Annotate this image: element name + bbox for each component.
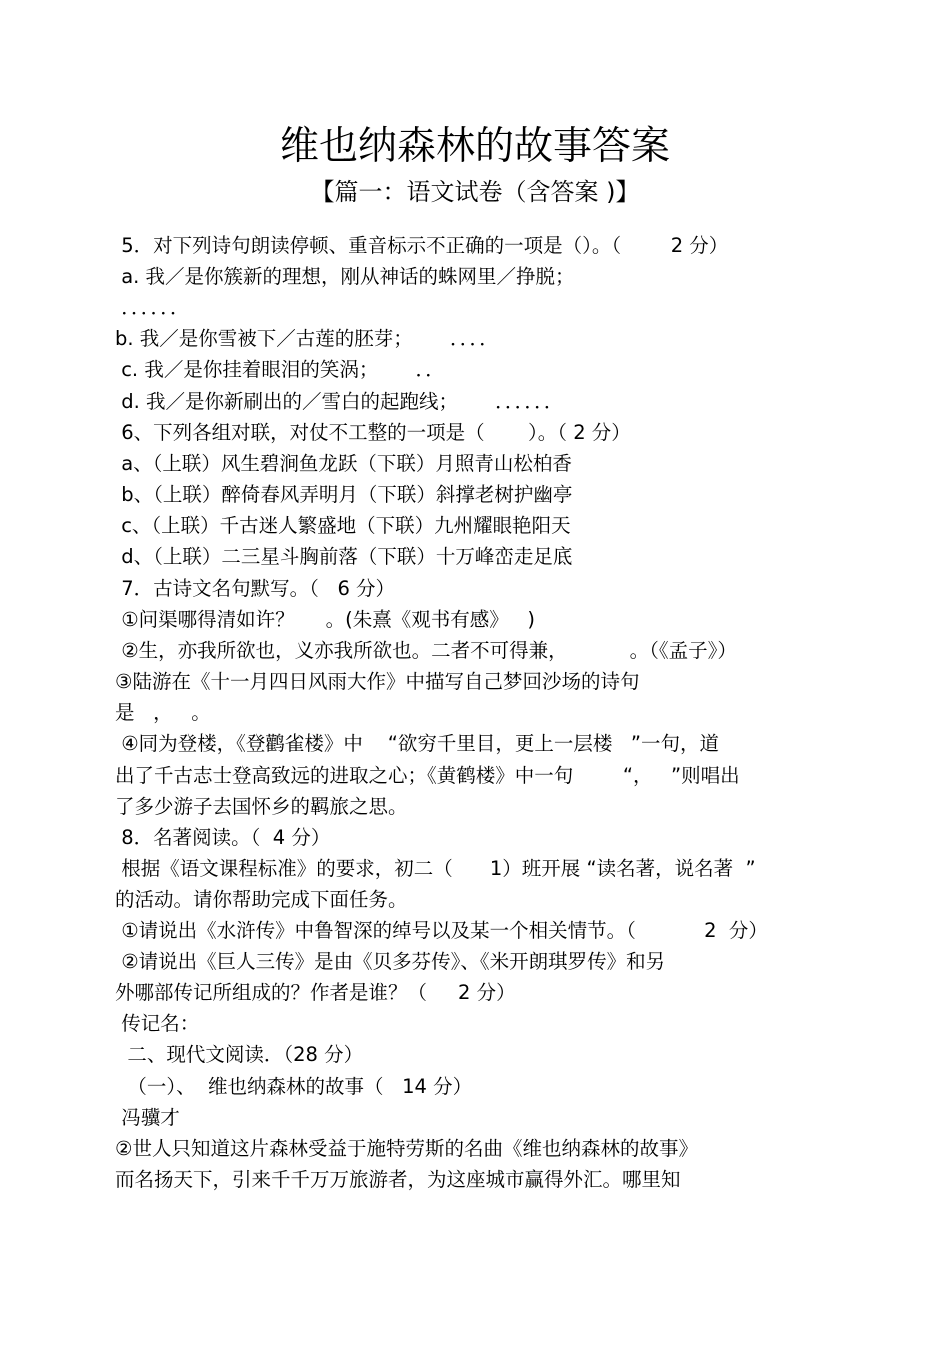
text-line: 5．对下列诗句朗读停顿、重音标示不正确的一项是（）。（ 2 分） xyxy=(115,234,729,257)
text-line: 7．古诗文名句默写。（ 6 分） xyxy=(115,577,396,600)
text-line: 冯骥才 xyxy=(115,1106,180,1129)
text-line: a. 我／是你簇新的理想，刚从神话的蛛网里／挣脱； xyxy=(115,265,575,288)
text-line: 了多少游子去国怀乡的羁旅之思。 xyxy=(115,795,408,818)
text-line: ①问渠哪得清如许？ 。(朱熹《观书有感》 ) xyxy=(115,608,535,631)
document-title: 维也纳森林的故事答案 xyxy=(279,124,670,169)
text-line: ②请说出《巨人三传》是由《贝多芬传》、《米开朗琪罗传》和另 xyxy=(115,950,666,973)
text-line: d. 我／是你新刷出的／雪白的起跑线； ．．．．．． xyxy=(115,390,564,413)
text-line: b、（上联）醉倚春风弄明月（下联）斜撑老树护幽亭 xyxy=(115,483,573,506)
document-subtitle: 【篇一：语文试卷（含答案 )】 xyxy=(310,178,640,206)
text-line: ②生，亦我所欲也，义亦我所欲也。二者不可得兼， 。（《孟子》） xyxy=(115,639,737,662)
text-line: ．．．．．． xyxy=(115,296,190,319)
text-line: 8．名著阅读。（ 4 分） xyxy=(115,826,331,849)
text-line: 是 ， 。 xyxy=(115,701,211,724)
text-line: b. 我／是你雪被下／古莲的胚芽； ．．．． xyxy=(115,327,499,350)
text-line: d、（上联）二三星斗胸前落（下联）十万峰峦走足底 xyxy=(115,545,573,568)
text-line: 外哪部传记所组成的？作者是谁？（ 2 分） xyxy=(115,981,516,1004)
text-line: ③陆游在《十一月四日风雨大作》中描写自己梦回沙场的诗句 xyxy=(115,670,640,693)
text-line: 的活动。请你帮助完成下面任务。 xyxy=(115,888,408,911)
text-line: 二、现代文阅读．（28 分） xyxy=(115,1043,364,1066)
text-line: c、（上联）千古迷人繁盛地（下联）九州耀眼艳阳天 xyxy=(115,514,571,537)
text-line: 传记名： xyxy=(115,1012,200,1035)
text-line: ②世人只知道这片森林受益于施特劳斯的名曲《维也纳森林的故事》 xyxy=(115,1137,698,1160)
text-line: （一）、 维也纳森林的故事（ 14 分） xyxy=(115,1075,473,1098)
text-line: a、（上联）风生碧涧鱼龙跃（下联）月照青山松柏香 xyxy=(115,452,572,475)
text-line: c. 我／是你挂着眼泪的笑涡； ．． xyxy=(115,358,445,381)
text-line: 而名扬天下，引来千千万万旅游者，为这座城市赢得外汇。哪里知 xyxy=(115,1168,681,1191)
text-line: ④同为登楼，《登鹳雀楼》中 “欲穷千里目，更上一层楼 ”一句，道 xyxy=(115,732,720,755)
text-line: 根据《语文课程标准》的要求，初二（ 1）班开展 “读名著，说名著 ” xyxy=(115,857,756,880)
text-line: 出了千古志士登高致远的进取之心；《黄鹤楼》中一句 “， ”则唱出 xyxy=(115,764,740,787)
text-line: 6、下列各组对联，对仗不工整的一项是（ ）。（ 2 分） xyxy=(115,421,631,444)
text-line: ①请说出《水浒传》中鲁智深的绰号以及某一个相关情节。（ 2 分） xyxy=(115,919,768,942)
